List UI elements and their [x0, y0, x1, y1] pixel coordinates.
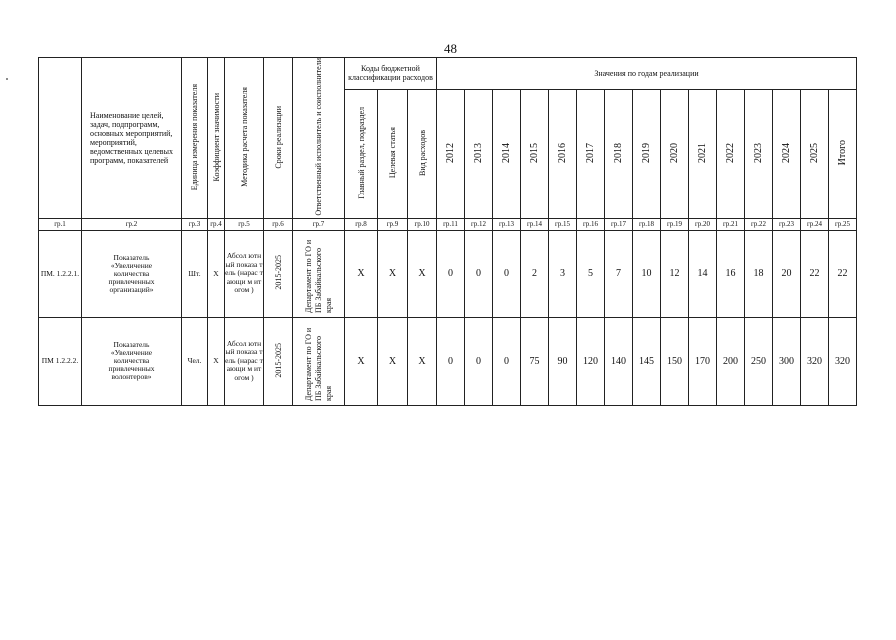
group-label: гр.4 — [208, 218, 225, 230]
row-kbk: Х — [345, 317, 378, 405]
group-label: гр.21 — [717, 218, 745, 230]
group-label: гр.17 — [605, 218, 633, 230]
group-label: гр.1 — [39, 218, 82, 230]
row-value: 10 — [633, 230, 661, 317]
group-label: гр.25 — [829, 218, 857, 230]
row-value: 14 — [689, 230, 717, 317]
year-header: 2020 — [669, 142, 680, 163]
year-header: 2024 — [781, 142, 792, 163]
row-value: 145 — [633, 317, 661, 405]
row-value: 12 — [661, 230, 689, 317]
row-value: 200 — [717, 317, 745, 405]
row-value: 90 — [549, 317, 577, 405]
group-label: гр.10 — [408, 218, 437, 230]
row-value: 320 — [801, 317, 829, 405]
total-header: Итого — [837, 140, 848, 166]
kbk-header-section: Главный раздел, подраздел — [356, 106, 366, 199]
year-header: 2022 — [725, 142, 736, 163]
group-label: гр.11 — [437, 218, 465, 230]
group-label: гр.14 — [521, 218, 549, 230]
row-value: 3 — [549, 230, 577, 317]
year-header: 2025 — [809, 142, 820, 163]
row-name: Показатель «Увеличение количества привлеченных организаций» — [82, 230, 182, 317]
period-header: Сроки реализации — [273, 105, 283, 169]
unit-header: Единица измерения показателя — [190, 83, 199, 190]
group-label: гр.23 — [773, 218, 801, 230]
row-kbk: Х — [345, 230, 378, 317]
row-coef: Х — [208, 317, 225, 405]
year-header: 2013 — [473, 142, 484, 163]
year-header: 2016 — [557, 142, 568, 163]
group-label: гр.9 — [378, 218, 408, 230]
executor-header: Ответственный исполнитель и соисполнители — [314, 58, 323, 216]
row-value: 250 — [745, 317, 773, 405]
group-label: гр.2 — [82, 218, 182, 230]
row-value: 170 — [689, 317, 717, 405]
group-label: гр.13 — [493, 218, 521, 230]
year-header: 2021 — [697, 142, 708, 163]
year-header: 2023 — [753, 142, 764, 163]
group-label: гр.24 — [801, 218, 829, 230]
scan-speck — [6, 78, 8, 80]
row-total: 22 — [829, 230, 857, 317]
method-header: Методика расчета показателя — [239, 86, 249, 187]
row-value: 0 — [437, 317, 465, 405]
group-label: гр.8 — [345, 218, 378, 230]
row-kbk: Х — [408, 317, 437, 405]
year-header: 2015 — [529, 142, 540, 163]
row-value: 20 — [773, 230, 801, 317]
group-label: гр.3 — [182, 218, 208, 230]
row-value: 75 — [521, 317, 549, 405]
group-label: гр.15 — [549, 218, 577, 230]
row-value: 0 — [493, 230, 521, 317]
table-row — [39, 317, 857, 405]
year-header: 2017 — [585, 142, 596, 163]
row-unit: Чел. — [182, 317, 208, 405]
row-value: 140 — [605, 317, 633, 405]
group-label: гр.19 — [661, 218, 689, 230]
row-value: 0 — [465, 230, 493, 317]
group-label: гр.16 — [577, 218, 605, 230]
row-period: 2015-2025 — [273, 342, 283, 378]
row-total: 320 — [829, 317, 857, 405]
kbk-header-type: Вид расходов — [417, 129, 427, 176]
row-method: Абсол ютный показа тель (нарас тающи м итогом ) — [225, 317, 264, 405]
row-value: 300 — [773, 317, 801, 405]
group-labels-row — [39, 218, 857, 230]
row-method: Абсол ютный показа тель (нарас тающи м итогом ) — [225, 230, 264, 317]
name-header: Наименование целей, задач, подпрограмм, основных мероприятий, мероприятий, ведомственных целевых программ, показателей — [82, 58, 182, 219]
row-kbk: Х — [408, 230, 437, 317]
row-kbk: Х — [378, 317, 408, 405]
row-value: 0 — [493, 317, 521, 405]
row-coef: Х — [208, 230, 225, 317]
row-value: 0 — [437, 230, 465, 317]
row-name: Показатель «Увеличение количества привлеченных волонтеров» — [82, 317, 182, 405]
row-value: 7 — [605, 230, 633, 317]
row-kbk: Х — [378, 230, 408, 317]
row-value: 120 — [577, 317, 605, 405]
year-header: 2019 — [641, 142, 652, 163]
row-unit: Шт. — [182, 230, 208, 317]
row-executor: Департамент по ГО и ПБ Забайкальского края — [303, 328, 333, 402]
page-number: 48 — [444, 41, 457, 56]
kbk-header-article: Целевая статья — [388, 127, 397, 179]
row-period: 2015-2025 — [273, 255, 283, 290]
group-label: гр.12 — [465, 218, 493, 230]
group-label: гр.7 — [293, 218, 345, 230]
group-label: гр.6 — [264, 218, 293, 230]
row-code: ПМ 1.2.2.2. — [39, 317, 82, 405]
years-group-header: Значения по годам реализации — [437, 58, 857, 90]
table-row — [39, 230, 857, 317]
row-value: 16 — [717, 230, 745, 317]
row-code: ПМ. 1.2.2.1. — [39, 230, 82, 317]
row-value: 150 — [661, 317, 689, 405]
group-label: гр.22 — [745, 218, 773, 230]
row-executor: Департамент по ГО и ПБ Забайкальского края — [303, 239, 333, 313]
code-header — [39, 58, 82, 219]
indicator-table — [38, 57, 857, 406]
row-value: 18 — [745, 230, 773, 317]
row-value: 22 — [801, 230, 829, 317]
group-label: гр.18 — [633, 218, 661, 230]
year-header: 2012 — [445, 142, 456, 163]
group-label: гр.20 — [689, 218, 717, 230]
year-header: 2018 — [613, 142, 624, 163]
row-value: 5 — [577, 230, 605, 317]
year-header: 2014 — [501, 142, 512, 163]
group-label: гр.5 — [225, 218, 264, 230]
row-value: 2 — [521, 230, 549, 317]
budget-group-header: Коды бюджетной классификации расходов — [345, 58, 437, 90]
row-value: 0 — [465, 317, 493, 405]
coef-header: Коэффициент значимости — [211, 92, 221, 182]
